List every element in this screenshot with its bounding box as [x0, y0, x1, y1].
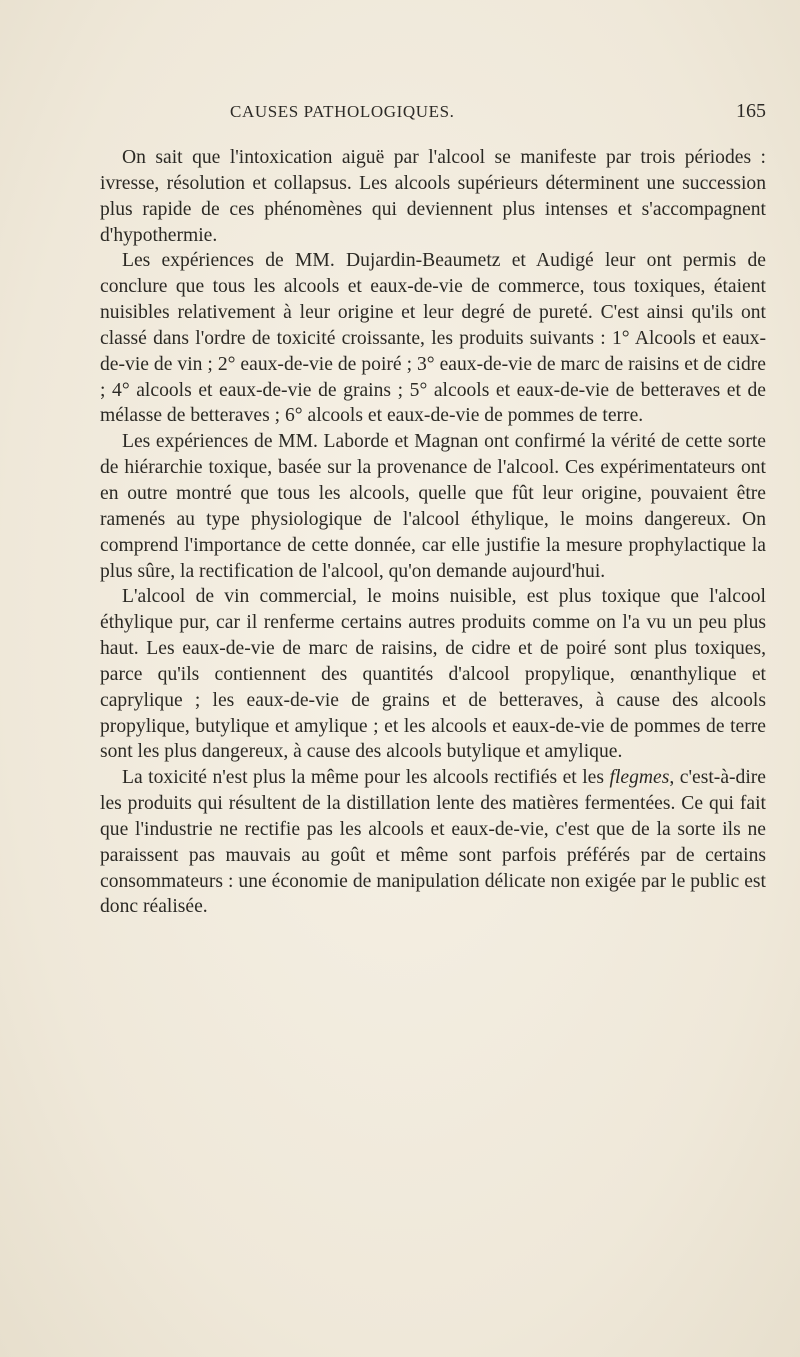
italic-term-flegmes: flegmes [609, 767, 670, 789]
body-text [100, 145, 766, 920]
paragraph-flegmes-start: La toxicité n'est plus la même pour les alcools rectifiés et les [122, 767, 610, 789]
paragraph-flegmes [100, 765, 766, 920]
page-header [230, 102, 766, 130]
paragraph-laborde-magnan: Les expériences de MM. Laborde et Magnan ont confirmé la vérité de cette sorte de hiérarchie toxique, basée sur la provenance de l'alcool. Ces expérimentateurs ont en outre montré que tous les alcools, quelle que fût leur origine, pouvaient être ramenés au type physiologique de l'alcool éthylique, le moins dangereux. On comprend l'importance de cette donnée, car elle justifie la mesure prophylactique la plus sûre, la rectification de l'alcool, qu'on demande aujourd'hui. [100, 431, 766, 582]
running-title: CAUSES PATHOLOGIQUES. [230, 102, 455, 121]
paragraph-alcool-de-vin: L'alcool de vin commercial, le moins nuisible, est plus toxique que l'alcool éthylique pur, car il renferme certains autres produits comme on l'a vu un peu plus haut. Les eaux-de-vie de marc de raisins, de cidre et de poiré sont plus toxiques, parce qu'ils contiennent des quantités d'alcool propylique, œnanthylique et caprylique ; les eaux-de-vie de grains et de betteraves, à cause des alcools propylique, butylique et amylique ; et les alcools et eaux-de-vie de pommes de terre sont les plus dangereux, à cause des alcools butylique et amylique. [100, 586, 766, 763]
paragraph-flegmes-end: , c'est-à-dire les produits qui résultent de la distillation lente des matières fermentées. Ce qui fait que l'industrie ne rectifie pas les alcools et eaux-de-vie, c'est que de la sorte ils ne paraissent pas mauvais au goût et même sont parfois préférés par de certains consommateurs : une économie de manipulation délicate non exigée par le public est donc réalisée. [100, 767, 767, 918]
paragraph-dujardin-beaumetz: Les expériences de MM. Dujardin-Beaumetz et Audigé leur ont permis de conclure que tous les alcools et eaux-de-vie de commerce, tous toxiques, étaient nuisibles relativement à leur origine et leur degré de pureté. C'est ainsi qu'ils ont classé dans l'ordre de toxicité croissante, les produits suivants : 1° Alcools et eaux-de-vie de vin ; 2° eaux-de-vie de poiré ; 3° eaux-de-vie de marc de raisins et de cidre ; 4° alcools et eaux-de-vie de grains ; 5° alcools et eaux-de-vie de betteraves et de mélasse de betteraves ; 6° alcools et eaux-de-vie de pommes de terre. [100, 250, 766, 427]
page-number: 165 [736, 100, 766, 122]
paragraph-intoxication: On sait que l'intoxication aiguë par l'alcool se manifeste par trois périodes : ivresse, résolution et collapsus. Les alcools supérieurs déterminent une succession plus rapide de ces phénomènes qui deviennent plus intenses et s'accompagnent d'hypothermie. [100, 147, 766, 246]
